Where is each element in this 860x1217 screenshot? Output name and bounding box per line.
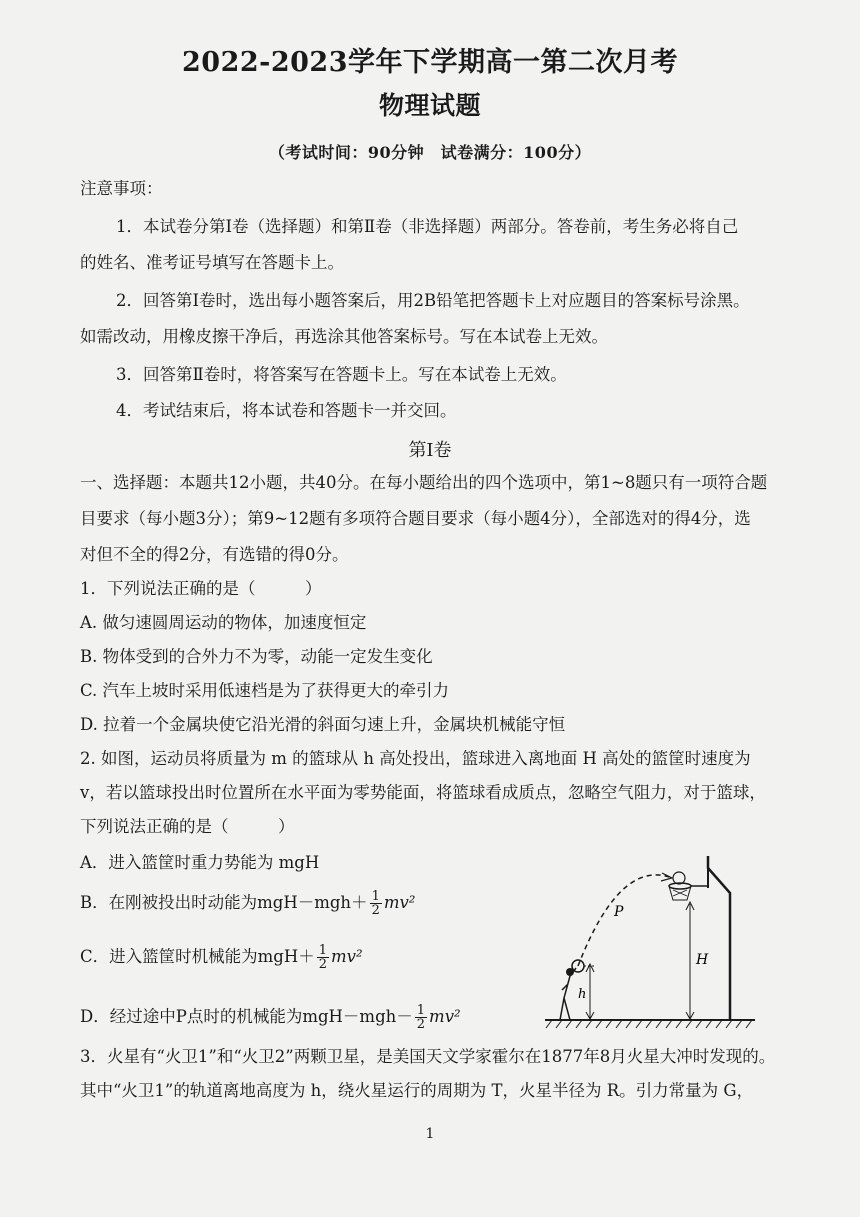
notes-item: 如需改动，用橡皮擦干净后，再选涂其他答案标号。写在本试卷上无效。 [80,327,608,346]
section-intro: 对但不全的得2分，有选错的得0分。 [80,545,349,564]
question-stem: 下列说法正确的是（ ） [80,817,295,836]
question-option: A．进入篮筐时重力势能为 mgH [80,853,320,872]
question-stem: 3．火星有“火卫1”和“火卫2”两颗卫星，是美国天文学家霍尔在1877年8月火星大冲时发现的。 [80,1047,776,1066]
ball-at-hoop [673,872,685,884]
option-tail: mv² [429,1007,461,1026]
question-option: B. 物体受到的合外力不为零，动能一定发生变化 [80,647,433,666]
fraction-numerator: 1 [371,889,380,904]
label-p: P [614,904,624,920]
option-text: D．经过途中P点时的机械能为mgH－mgh－ [80,1007,413,1026]
section-title: 第Ⅰ卷 [408,440,452,461]
label-H: H [696,952,709,968]
question-stem: v，若以篮球投出时位置所在水平面为零势能面，将篮球看成质点，忽略空气阻力，对于篮球， [80,783,766,802]
section-intro: 目要求（每小题3分）；第9~12题有多项符合题目要求（每小题4分），全部选对的得4分，选 [80,509,751,528]
option-text: C．进入篮筐时机械能为mgH＋ [80,947,315,966]
question-option: C. 汽车上坡时采用低速档是为了获得更大的牵引力 [80,681,450,700]
notes-heading: 注意事项： [80,179,163,198]
question-stem: 其中“火卫1”的轨道离地高度为 h，绕火星运行的周期为 T，火星半径为 R。引力常量为 G， [80,1081,754,1100]
question-option [80,1004,461,1031]
fraction-denominator: 2 [416,1017,426,1032]
basketball-figure [540,848,770,1033]
fraction-denominator: 2 [371,903,380,918]
page-number: 1 [425,1126,435,1142]
fraction [370,890,382,917]
fraction-numerator: 1 [416,1003,426,1018]
subject-title: 物理试题 [378,91,481,120]
exam-info: （考试时间：90分钟 试卷满分：100分） [268,143,592,162]
notes-item: 3．回答第Ⅱ卷时，将答案写在答题卡上。写在本试卷上无效。 [116,365,567,384]
ground-hatching [546,1020,752,1028]
notes-item: 的姓名、准考证号填写在答题卡上。 [80,253,344,272]
question-stem: 2. 如图，运动员将质量为 m 的篮球从 h 高处投出，篮球进入离地面 H 高处的篮筐时速度为 [80,749,751,768]
question-option: A. 做匀速圆周运动的物体，加速度恒定 [80,613,367,632]
hoop-stand [708,856,730,1020]
trajectory-path [578,875,672,966]
option-tail: mv² [331,947,363,966]
player-figure [560,968,576,1020]
option-tail: mv² [383,893,416,912]
notes-item: 1．本试卷分第Ⅰ卷（选择题）和第Ⅱ卷（非选择题）两部分。答卷前，考生务必将自己 [116,217,739,236]
label-h: h [578,987,587,1002]
notes-item: 4．考试结束后，将本试卷和答题卡一并交回。 [116,401,457,420]
question-option [80,890,415,917]
option-text: B．在刚被投出时动能为mgH－mgh＋ [80,893,368,912]
fraction-numerator: 1 [318,943,328,958]
question-option [80,944,363,971]
question-option: D. 拉着一个金属块使它沿光滑的斜面匀速上升，金属块机械能守恒 [80,715,566,734]
exam-title: 2022-2023学年下学期高一第二次月考 [182,47,678,78]
question-stem: 1．下列说法正确的是（ ） [80,579,322,598]
section-intro: 一、选择题：本题共12小题，共40分。在每小题给出的四个选项中，第1~8题只有一项符合题 [80,473,768,492]
fraction [415,1004,427,1031]
fraction [317,944,329,971]
fraction-denominator: 2 [318,957,328,972]
notes-item: 2．回答第Ⅰ卷时，选出每小题答案后，用2B铅笔把答题卡上对应题目的答案标号涂黑。 [116,291,750,310]
